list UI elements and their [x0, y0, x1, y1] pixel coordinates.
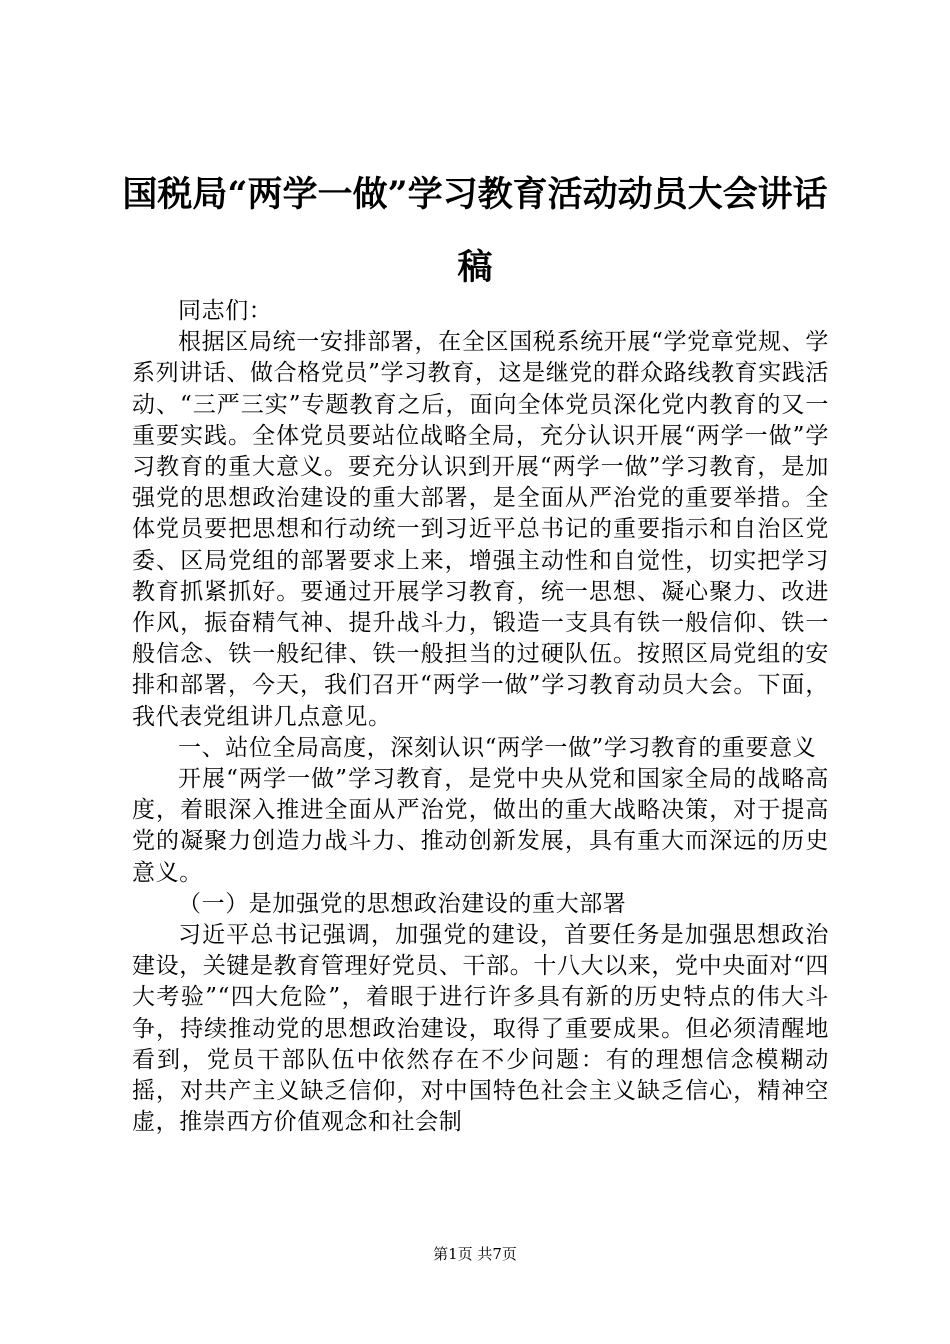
paragraph-intro: 根据区局统一安排部署，在全区国税系统开展“学党章党规、学系列讲话、做合格党员”学习教育，这是继党的群众路线教育实践活动、“三严三实”专题教育之后，面向全体党员深化党内教育的又一重要实践。全体党员要站位战略全局，充分认识开展“两学一做”学习教育的重大意义。要充分认识到开展“两学一做”学习教育，是加强党的思想政治建设的重大部署，是全面从严治党的重要举措。全体党员要把思想和行动统一到习近平总书记的重要指示和自治区党委、区局党组的部署要求上来，增强主动性和自觉性，切实把学习教育抓紧抓好。要通过开展学习教育，统一思想、凝心聚力、改进作风，振奋精气神、提升战斗力，锻造一支具有铁一般信仰、铁一般信念、铁一般纪律、铁一般担当的过硬队伍。按照区局党组的安排和部署，今天，我们召开“两学一做”学习教育动员大会。下面，我代表党组讲几点意见。 [132, 329, 829, 730]
section-heading-1: 一、站位全局高度，深刻认识“两学一做”学习教育的重要意义 [178, 734, 817, 761]
document-title: 国税局“两学一做”学习教育活动动员大会讲话稿 [122, 174, 828, 288]
document-body [132, 296, 829, 1138]
page-footer: 第1页 共7页 [433, 1245, 517, 1263]
subsection-heading-1: （一）是加强党的思想政治建设的重大部署 [178, 890, 627, 917]
salutation: 同志们： [178, 298, 273, 324]
paragraph-section-1: 开展“两学一做”学习教育，是党中央从党和国家全局的战略高度，着眼深入推进全面从严治党，做出的重大战略决策，对于提高党的凝聚力创造力战斗力、推动创新发展，具有重大而深远的历史意义。 [132, 766, 829, 886]
paragraph-subsection-1: 习近平总书记强调，加强党的建设，首要任务是加强思想政治建设，关键是教育管理好党员、干部。十八大以来，党中央面对“四大考验”“四大危险”，着眼于进行许多具有新的历史特点的伟大斗争，持续推动党的思想政治建设，取得了重要成果。但必须清醒地看到，党员干部队伍中依然存在不少问题：有的理想信念模糊动摇，对共产主义缺乏信仰，对中国特色社会主义缺乏信心，精神空虚，推崇西方价值观念和社会制 [132, 922, 829, 1136]
